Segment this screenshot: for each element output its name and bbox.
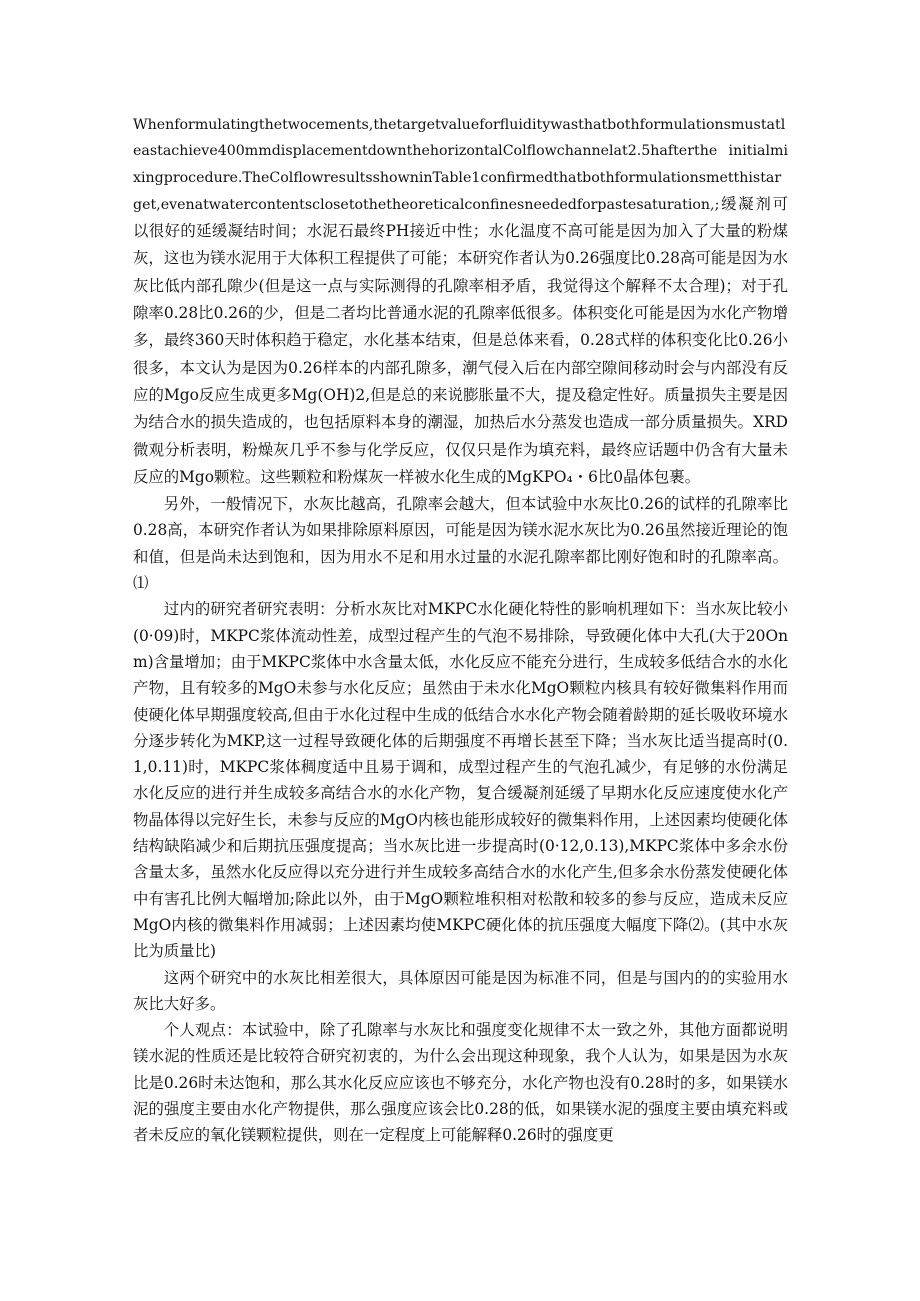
paragraph-personal-view: 个人观点：本试验中，除了孔隙率与水灰比和强度变化规律不太一致之外，其他方面都说明镁水泥的性质还是比较符合研究初衷的，为什么会出现这种现象，我个人认为，如果是因为水灰比是0.26时未达饱和，那么其水化反应应该也不够充分，水化产物也没有0.28时的多，如果镁水泥的强度主要由水化产物提供，那么强度应该会比0.28的低，如果镁水泥的强度主要由填充料或者未反应的氧化镁颗粒提供，则在一定程度上可能解释0.26时的强度更 (133, 1021, 788, 1145)
paragraph-porosity-note: 另外，一般情况下，水灰比越高，孔隙率会越大，但本试验中水灰比0.26的试样的孔隙率比0.28高，本研究作者认为如果排除原料原因，可能是因为镁水泥水灰比为0.26虽然接近理论的饱和值，但是尚未达到饱和，因为用水不足和用水过量的水泥孔隙率都比刚好饱和时的孔隙率高。⑴ (133, 495, 788, 593)
paragraph-domestic-research: 过内的研究者研究表明：分析水灰比对MKPC水化硬化特性的影响机理如下：当水灰比较小(0·09)时，MKPC浆体流动性差，成型过程产生的气泡不易排除，导致硬化体中大孔(大于20Onm)含量增加；由于MKPC浆体中水含量太低，水化反应不能充分进行，生成较多低结合水的水化产物，且有较多的MgO未参与水化反应；虽然由于未水化MgO颗粒内核具有较好微集料作用而使硬化体早期强度较高,但由于水化过程中生成的低结合水水化产物会随着龄期的延长吸收环境水分逐步转化为MKP,这一过程导致硬化体的后期强度不再增长甚至下降；当水灰比适当提高时(0.1,0.11)时，MKPC浆体稠度适中且易于调和，成型过程产生的气泡孔减少，有足够的水份满足水化反应的进行并生成较多高结合水的水化产物，复合缓凝剂延缓了早期水化反应速度使水化产物晶体得以完好生长，未参与反应的MgO内核也能形成较好的微集料作用，上述因素均使硬化体结构缺陷减少和后期抗压强度提高；当水灰比进一步提高时(0·12,0.13),MKPC浆体中多余水份含量太多，虽然水化反应得以充分进行并生成较多高结合水的水化产生,但多余水份蒸发使硬化体中有害孔比例大幅增加;除此以外，由于MgO颗粒堆积相对松散和较多的参与反应，造成未反应MgO内核的微集料作用减弱；上述因素均使MKPC硬化体的抗压强度大幅度下降⑵。(其中水灰比为质量比) (133, 600, 788, 961)
english-passage: Whenformulatingthetwocements,thetargetvalueforfluiditywasthatbothformulationsmustatleastachieve400mmdisplacementdownthehorizontalColflowchannelat2.5hafterthe initialmixingprocedure.TheColflowresultsshowninTable1confirmedthatbothformulationsmetthistarget,evenatwatercontentsclosetothetheoreticalconfinesneededforpastesaturation,; (133, 117, 788, 213)
paragraph-results-summary (133, 112, 788, 491)
document-body (133, 112, 788, 1149)
paragraph-comparison: 这两个研究中的水灰比相差很大，具体原因可能是因为标准不同，但是与国内的的实验用水灰比大好多。 (133, 968, 788, 1013)
chinese-passage: 缓凝剂可以很好的延缓凝结时间；水泥石最终PH接近中性；水化温度不高可能是因为加入了大量的粉煤灰，这也为镁水泥用于大体积工程提供了可能；本研究作者认为0.26强度比0.28高可能是因为水灰比低内部孔隙少(但是这一点与实际测得的孔隙率相矛盾，我觉得这个解释不太合理)；对于孔隙率0.28比0.26的少，但是二者均比普通水泥的孔隙率低很多。体积变化可能是因为水化产物增多，最终360天时体积趋于稳定，水化基本结束，但是总体来看，0.28式样的体积变化比0.26小很多，本文认为是因为0.26样本的内部孔隙多，潮气侵入后在内部空隙间移动时会与内部没有反应的Mgo反应生成更多Mg(OH)2,但是总的来说膨胀量不大，提及稳定性好。质量损失主要是因为结合水的损失造成的，也包括原料本身的潮湿，加热后水分蒸发也造成一部分质量损失。XRD微观分析表明，粉燥灰几乎不参与化学反应，仅仅只是作为填充料，最终应话题中仍含有大量未反应的Mgo颗粒。这些颗粒和粉煤灰一样被水化生成的MgKPO₄・6比0晶体包裹。 (133, 194, 788, 486)
